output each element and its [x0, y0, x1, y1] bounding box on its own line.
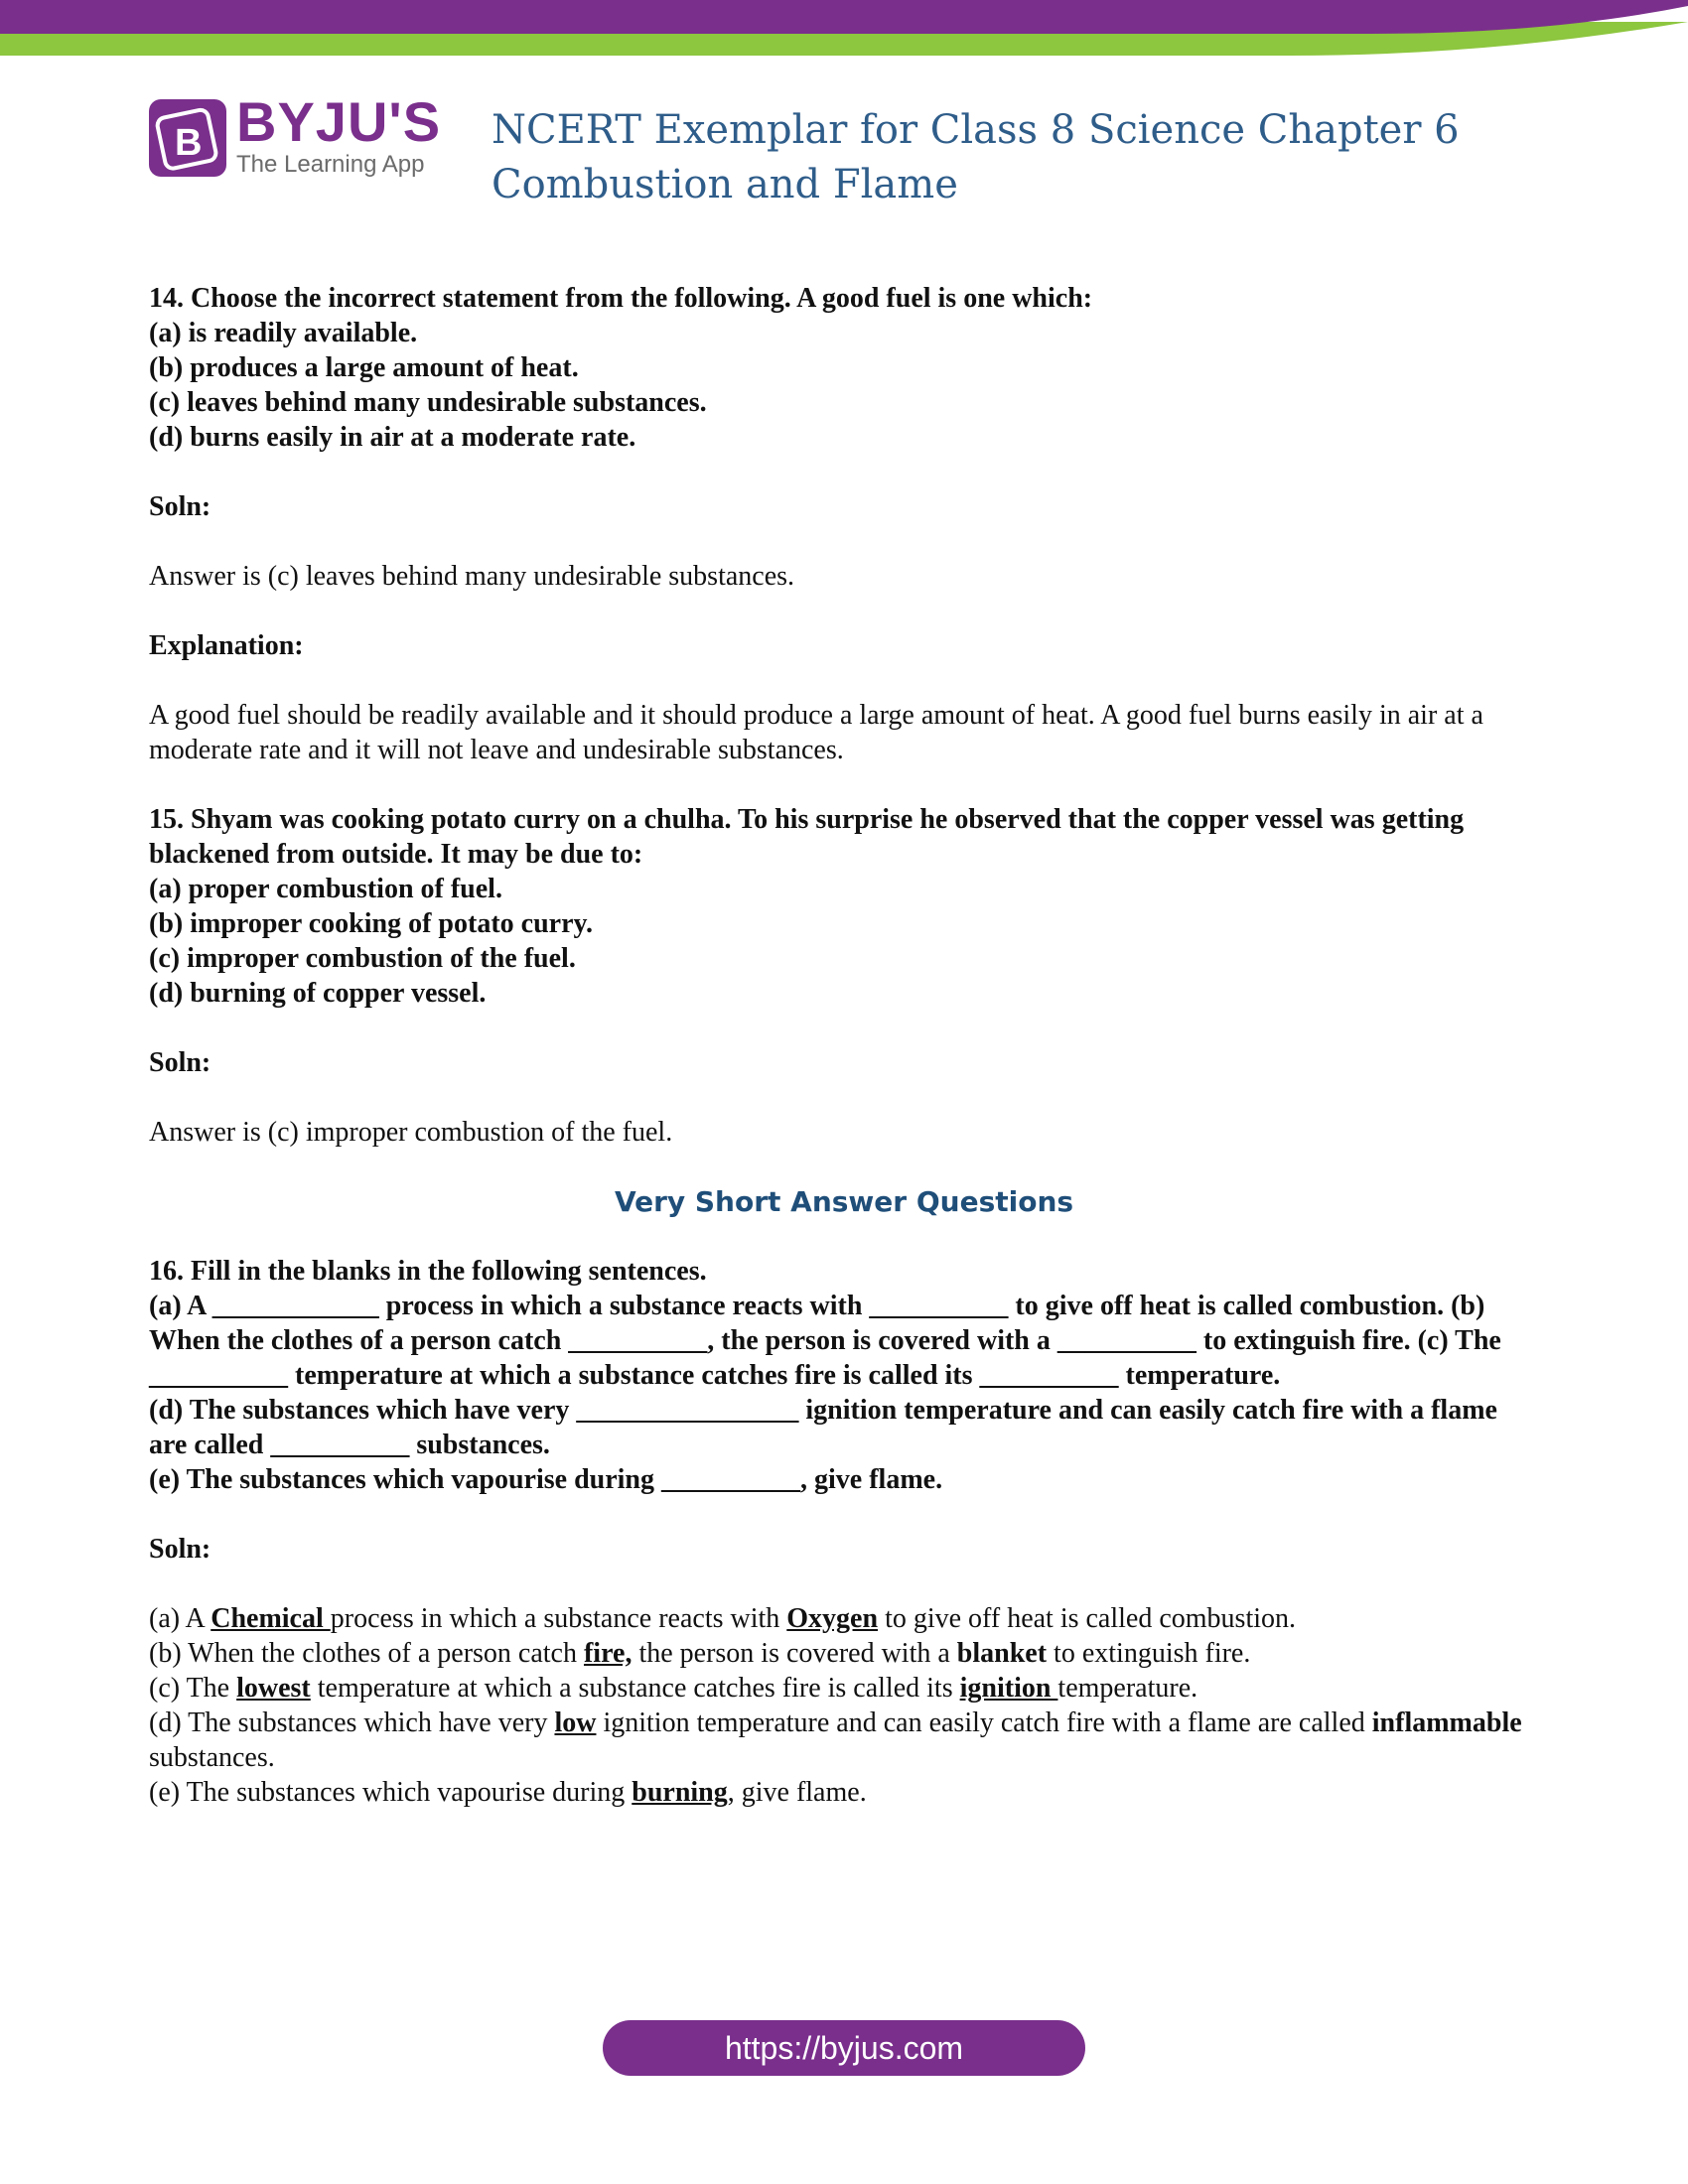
- q15-option-d: (d) burning of copper vessel.: [149, 978, 487, 1009]
- q14-option-c: (c) leaves behind many undesirable substances.: [149, 387, 707, 418]
- document-title-line1: NCERT Exemplar for Class 8 Science Chapter 6: [492, 107, 1460, 153]
- q15-option-b: (b) improper cooking of potato curry.: [149, 908, 593, 939]
- top-decorative-bars: [0, 0, 1688, 62]
- brand-name: BYJU'S: [236, 90, 442, 153]
- section-heading: Very Short Answer Questions: [614, 1185, 1074, 1218]
- q15-question: 15. Shyam was cooking potato curry on a chulha. To his surprise he observed that the copper vessel was getting blackened from outside. It may be due to:: [149, 804, 1465, 870]
- q15-answer: Answer is (c) improper combustion of the fuel.: [149, 1117, 673, 1148]
- q16-line-d: (d) The substances which have very ________________ ignition temperature and can easily catch fire with a flame are called __________ substances.: [149, 1395, 1497, 1460]
- page-header: [149, 90, 1539, 214]
- answer-keyword: Oxygen: [786, 1603, 879, 1634]
- brand-tagline: The Learning App: [236, 151, 425, 178]
- q15-option-c: (c) improper combustion of the fuel.: [149, 943, 576, 974]
- document-body: [149, 281, 1539, 1810]
- answer-keyword: lowest: [236, 1673, 311, 1704]
- svg-text:B: B: [175, 122, 203, 164]
- q16-soln-label: Soln:: [149, 1534, 211, 1565]
- q14-option-b: (b) produces a large amount of heat.: [149, 352, 579, 383]
- q14-explanation: A good fuel should be readily available and it should produce a large amount of heat. A good fuel burns easily in air at a moderate rate and it will not leave and undesirable substances.: [149, 700, 1483, 765]
- byjus-logo-icon: [149, 99, 226, 177]
- q16-answer-d: (d) The substances which have very low ignition temperature and can easily catch fire with a flame are called inflammable substances.: [149, 1707, 1522, 1773]
- document-title-line2: Combustion and Flame: [492, 162, 958, 207]
- q14-answer: Answer is (c) leaves behind many undesirable substances.: [149, 561, 795, 592]
- q15-soln-label: Soln:: [149, 1047, 211, 1078]
- answer-keyword: Chemical: [211, 1603, 331, 1634]
- answer-keyword: low: [554, 1707, 597, 1738]
- footer-url-link[interactable]: https://byjus.com: [603, 2020, 1085, 2076]
- q16-answer-c: (c) The lowest temperature at which a substance catches fire is called its ignition temperature.: [149, 1673, 1198, 1704]
- answer-keyword: fire,: [583, 1638, 633, 1669]
- q16-line-a-b-c: (a) A ____________ process in which a substance reacts with __________ to give off heat is called combustion. (b) When the clothes of a person catch __________, the person is covered with a __________ to extinguish fire. (c) The __________ temperature at which a substance catches fire is called its __________ temperature.: [149, 1291, 1501, 1391]
- q14-option-a: (a) is readily available.: [149, 318, 418, 348]
- q15-option-a: (a) proper combustion of fuel.: [149, 874, 502, 904]
- q14-explanation-label: Explanation:: [149, 630, 304, 661]
- answer-keyword: burning: [632, 1777, 728, 1808]
- document-title: [492, 103, 1484, 212]
- answer-keyword: inflammable: [1371, 1707, 1522, 1738]
- q16-answer-a: (a) A Chemical process in which a substance reacts with Oxygen to give off heat is called combustion.: [149, 1603, 1297, 1634]
- q16-line-e: (e) The substances which vapourise during __________, give flame.: [149, 1464, 943, 1495]
- q14-option-d: (d) burns easily in air at a moderate rate.: [149, 422, 636, 453]
- answer-keyword: ignition: [959, 1673, 1058, 1704]
- answer-keyword: blanket: [956, 1638, 1048, 1669]
- q14-soln-label: Soln:: [149, 491, 211, 522]
- q14-question: 14. Choose the incorrect statement from the following. A good fuel is one which:: [149, 283, 1093, 314]
- q16-answer-b: (b) When the clothes of a person catch fire, the person is covered with a blanket to extinguish fire.: [149, 1638, 1251, 1669]
- q16-answer-e: (e) The substances which vapourise during burning, give flame.: [149, 1777, 867, 1808]
- q16-question: 16. Fill in the blanks in the following sentences.: [149, 1256, 707, 1287]
